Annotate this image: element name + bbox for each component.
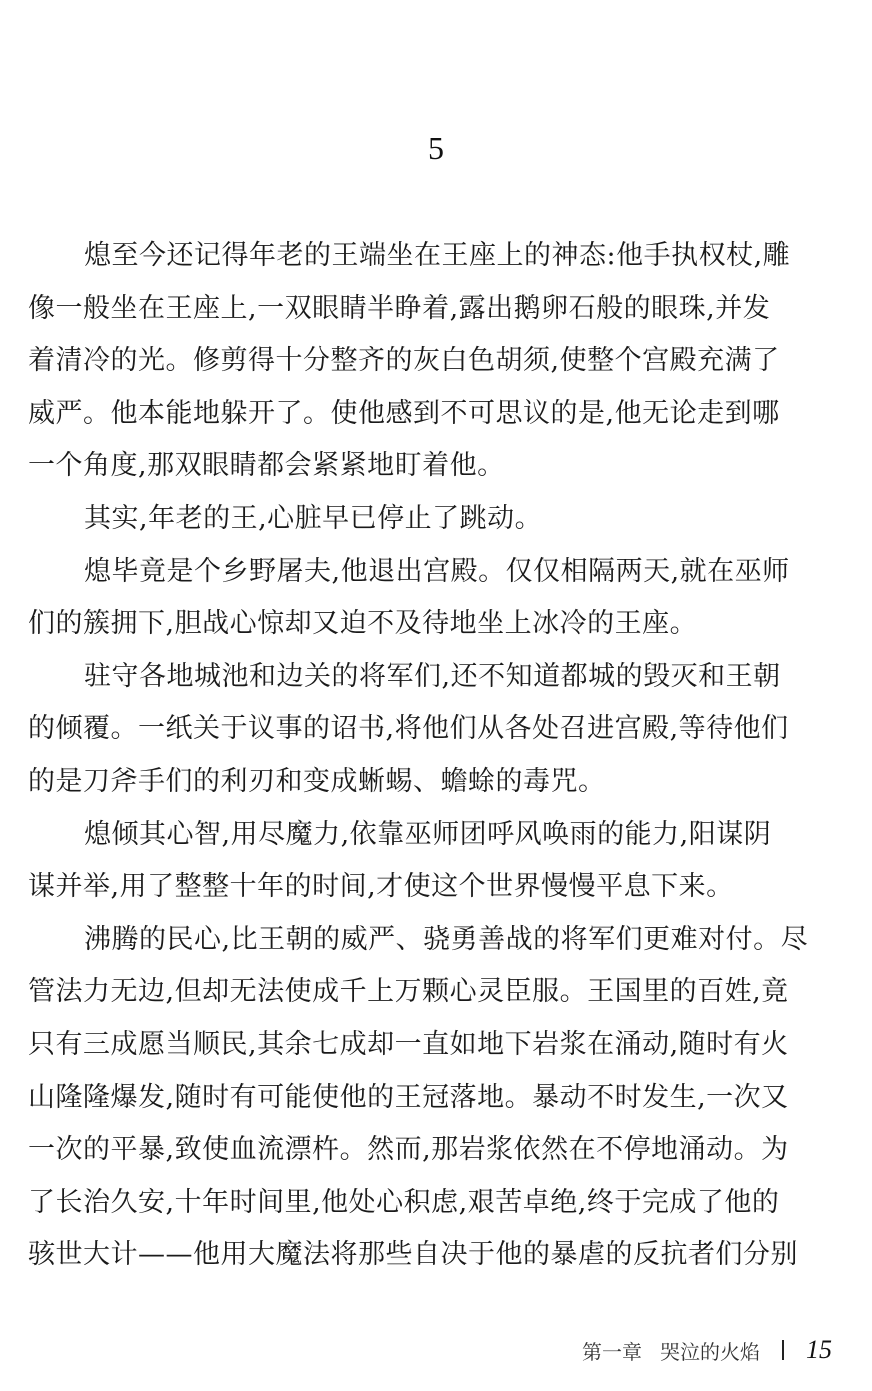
- text-line: 一次的平暴,致使血流漂杵。然而,那岩浆依然在不停地涌动。为: [28, 1134, 789, 1166]
- body-text: [28, 230, 844, 1282]
- text-line: 熄至今还记得年老的王端坐在王座上的神态:他手执权杖,雕: [84, 240, 791, 271]
- text-line: 山隆隆爆发,随时有可能使他的王冠落地。暴动不时发生,一次又: [28, 1081, 789, 1113]
- text-line: 熄毕竟是个乡野屠夫,他退出宫殿。仅仅相隔两天,就在巫师: [84, 555, 790, 587]
- text-line: 管法力无边,但却无法使成千上万颗心灵臣服。王国里的百姓,竟: [28, 976, 789, 1008]
- text-line: 其实,年老的王,心脏早已停止了跳动。: [84, 502, 543, 534]
- text-line: 们的簇拥下,胆战心惊却又迫不及待地坐上冰冷的王座。: [28, 608, 698, 640]
- chapter-label: 第一章: [582, 1339, 642, 1364]
- text-line: 了长治久安,十年时间里,他处心积虑,艰苦卓绝,终于完成了他的: [28, 1186, 780, 1218]
- text-line: 的倾覆。一纸关于议事的诏书,将他们从各处召进宫殿,等待他们: [28, 713, 789, 745]
- text-line: 着清冷的光。修剪得十分整齐的灰白色胡须,使整个宫殿充满了: [28, 345, 780, 377]
- text-line: 像一般坐在王座上,一双眼睛半睁着,露出鹅卵石般的眼珠,并发: [28, 292, 771, 324]
- page-number: 15: [806, 1335, 832, 1364]
- text-line: 沸腾的民心,比王朝的威严、骁勇善战的将军们更难对付。尽: [84, 923, 809, 955]
- footer-divider: [782, 1340, 784, 1360]
- page-footer: [582, 1334, 832, 1366]
- section-number: 5: [428, 130, 444, 166]
- text-line: 只有三成愿当顺民,其余七成却一直如地下岩浆在涌动,随时有火: [28, 1028, 789, 1060]
- text-line: 驻守各地城池和边关的将军们,还不知道都城的毁灭和王朝: [84, 660, 781, 692]
- text-line: 骇世大计——他用大魔法将那些自决于他的暴虐的反抗者们分别: [28, 1239, 798, 1271]
- text-line: 一个角度,那双眼睛都会紧紧地盯着他。: [28, 450, 505, 482]
- text-line: 谋并举,用了整整十年的时间,才使这个世界慢慢平息下来。: [28, 871, 734, 903]
- text-line: 的是刀斧手们的利刃和变成蜥蜴、蟾蜍的毒咒。: [28, 765, 606, 797]
- chapter-title: 哭泣的火焰: [660, 1339, 760, 1364]
- text-line: 熄倾其心智,用尽魔力,依靠巫师团呼风唤雨的能力,阳谋阴: [84, 818, 772, 850]
- text-line: 威严。他本能地躲开了。使他感到不可思议的是,他无论走到哪: [28, 397, 780, 429]
